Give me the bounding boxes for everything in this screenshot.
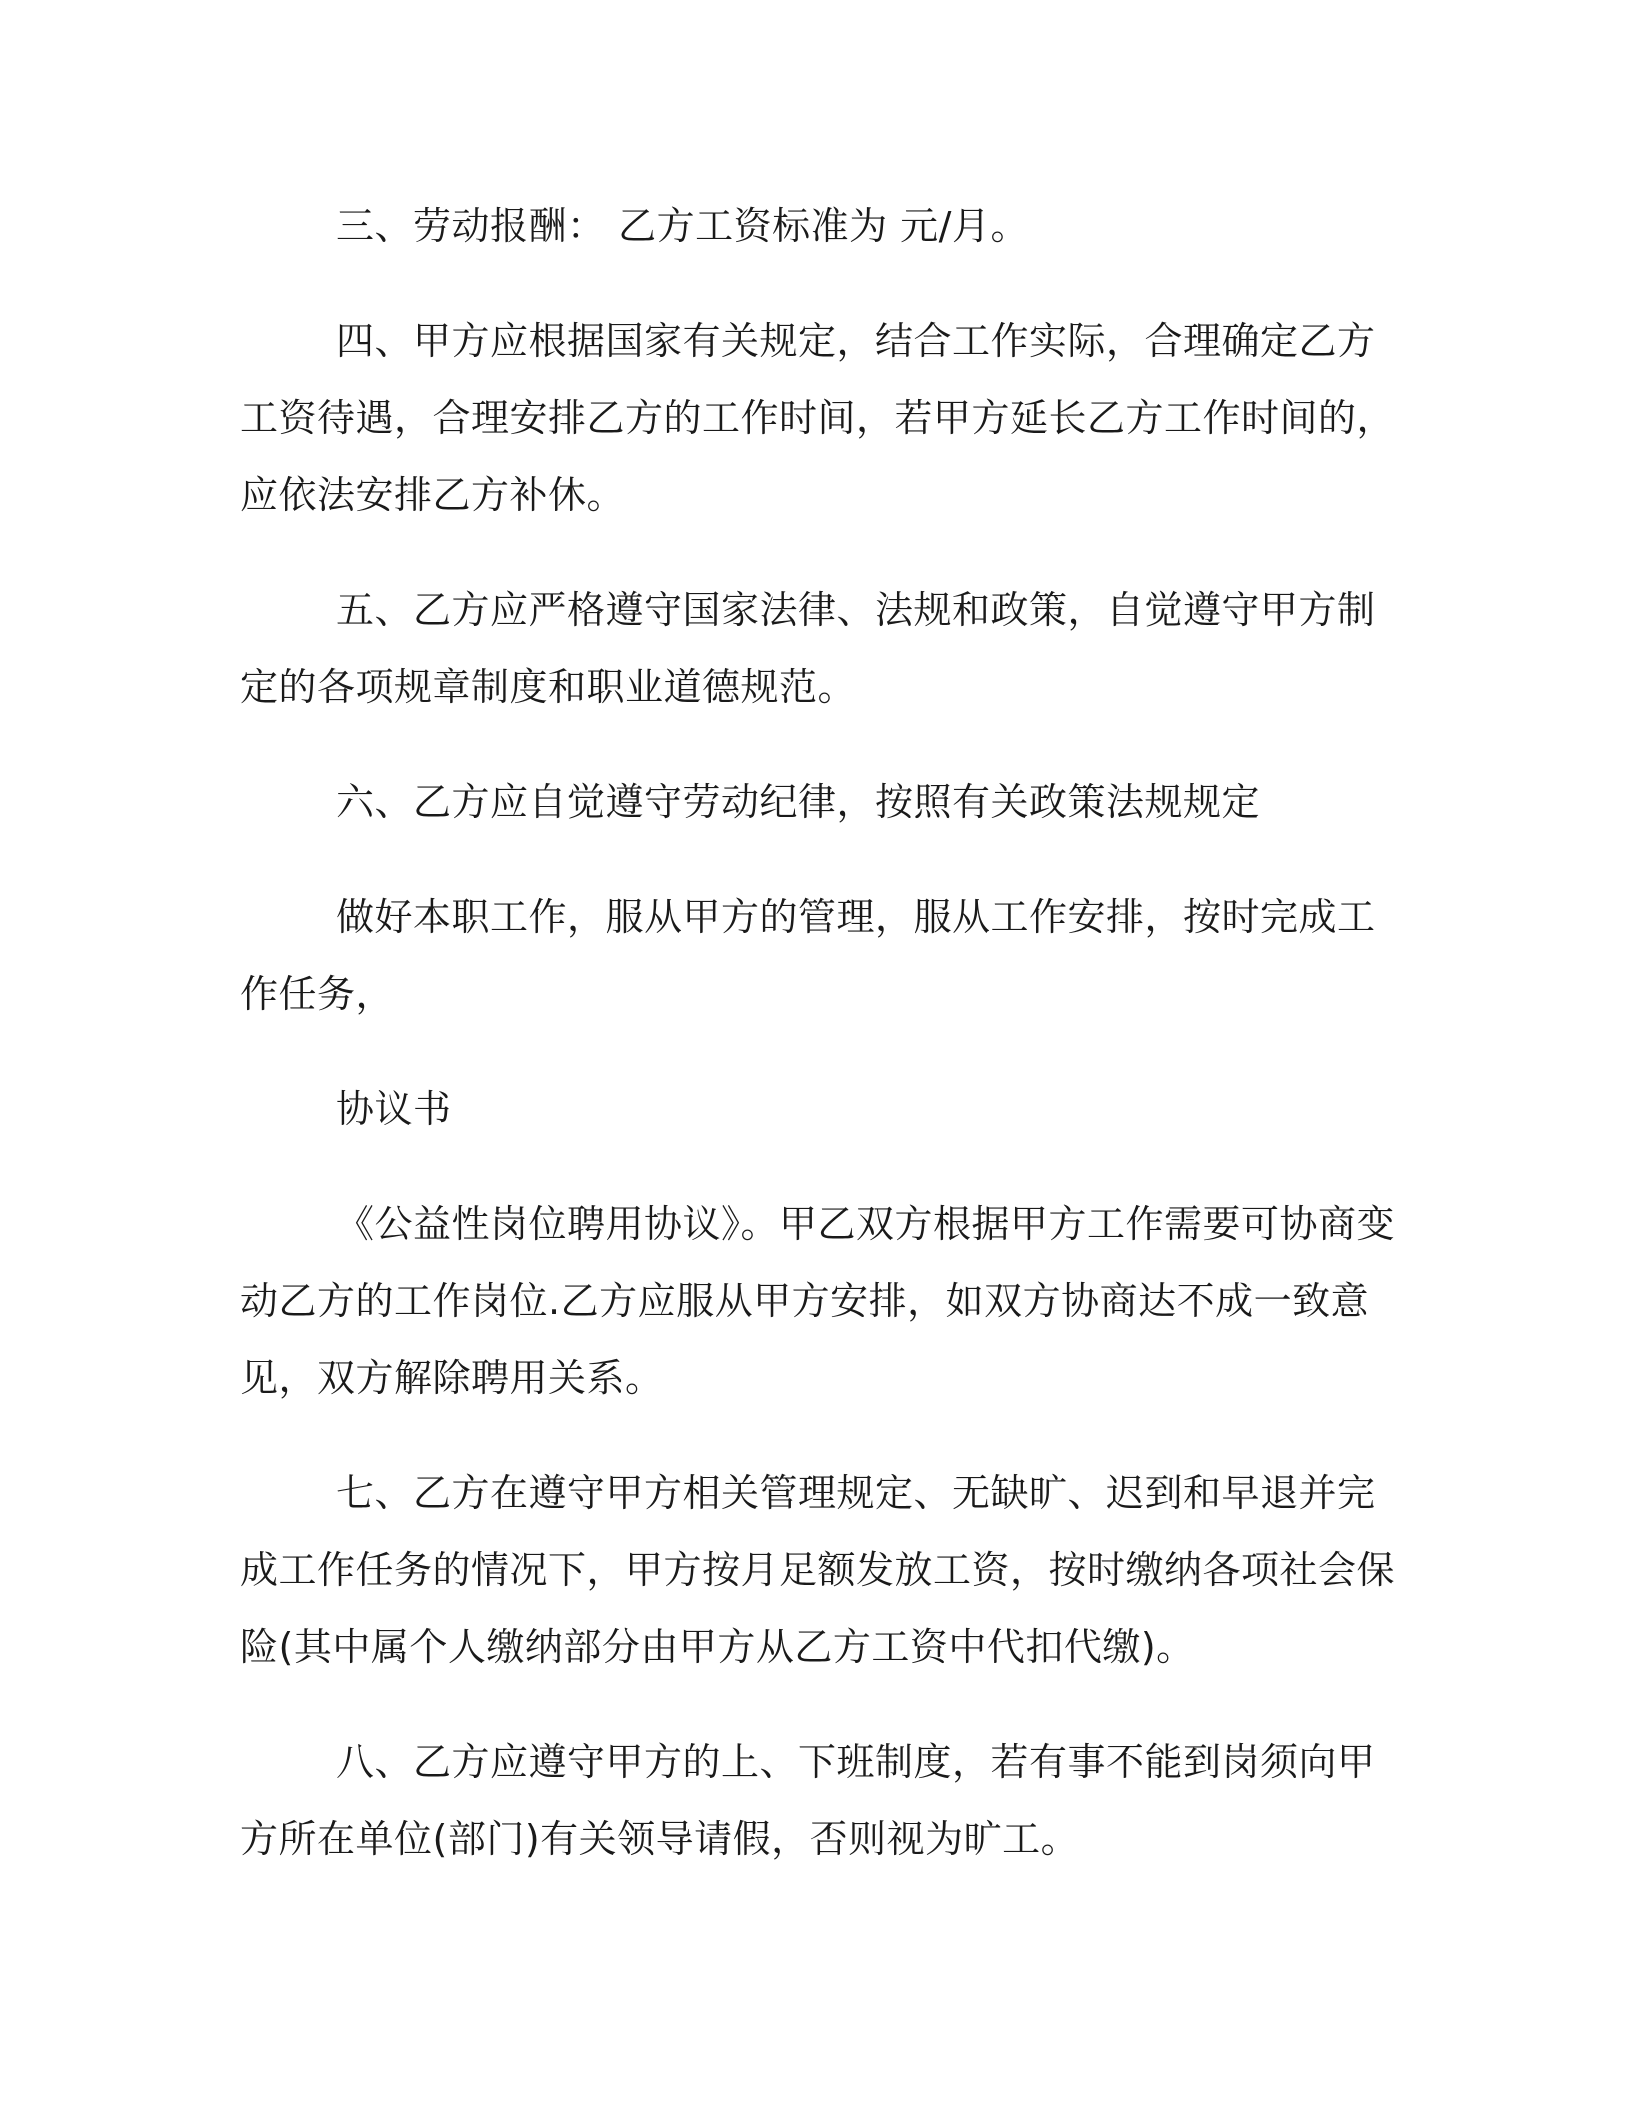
clause-7-wages-insurance: 七、乙方在遵守甲方相关管理规定、无缺旷、迟到和早退并完成工作任务的情况下，甲方按月足额发放工资，按时缴纳各项社会保险(其中属个人缴纳部分由甲方从乙方工资中代扣代缴)。 xyxy=(240,1471,1396,1669)
clause-6-discipline: 六、乙方应自觉遵守劳动纪律，按照有关政策法规规定 xyxy=(336,780,1261,824)
clause-3-remuneration: 三、劳动报酬： 乙方工资标准为 元/月。 xyxy=(336,204,1029,248)
agreement-position-change: 《公益性岗位聘用协议》。甲乙双方根据甲方工作需要可协商变动乙方的工作岗位.乙方应服从甲方安排，如双方协商达不成一致意见，双方解除聘用关系。 xyxy=(240,1202,1396,1400)
clause-8-attendance: 八、乙方应遵守甲方的上、下班制度，若有事不能到岗须向甲方所在单位(部门)有关领导请假，否则视为旷工。 xyxy=(240,1740,1376,1861)
clause-4-salary-and-hours: 四、甲方应根据国家有关规定，结合工作实际，合理确定乙方工资待遇，合理安排乙方的工作时间，若甲方延长乙方工作时间的，应依法安排乙方补休。 xyxy=(240,319,1396,517)
clause-6-duties: 做好本职工作，服从甲方的管理，服从工作安排，按时完成工作任务， xyxy=(240,895,1376,1016)
clause-5-compliance: 五、乙方应严格遵守国家法律、法规和政策，自觉遵守甲方制定的各项规章制度和职业道德规范。 xyxy=(240,588,1376,709)
agreement-heading: 协议书 xyxy=(336,1087,452,1131)
document-body xyxy=(240,188,1400,1916)
